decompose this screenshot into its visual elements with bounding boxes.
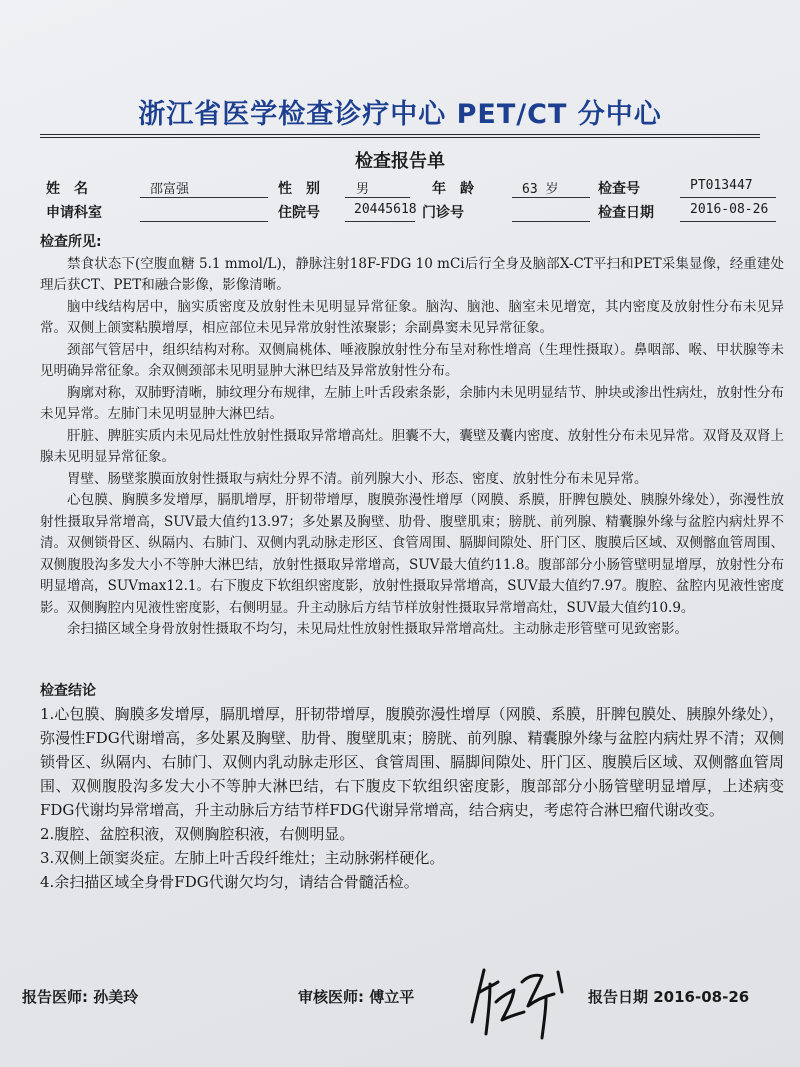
dept-label: 申请科室 (46, 205, 102, 221)
org-title: 浙江省医学检查诊疗中心 PET/CT 分中心 (138, 99, 662, 130)
outpatient-label: 门诊号 (422, 205, 464, 221)
sex-label: 性 别 (278, 181, 320, 197)
report-date-value: 2016-08-26 (653, 988, 750, 1006)
age-underline (512, 197, 590, 198)
age-label: 年 龄 (432, 181, 474, 197)
findings-paragraph: 颈部气管居中，组织结构对称。双侧扁桃体、唾液腺放射性分布呈对称性增高（生理性摄取）。鼻咽部、喉、甲状腺等未见明确异常征象。余双侧颈部未见明显肿大淋巴结及异常放射性分布。 (40, 341, 784, 379)
inpatient-no: 20445618 (354, 202, 417, 217)
patient-name: 邵富强 (150, 182, 190, 197)
conclusion-item: 1.心包膜、胸膜多发增厚，膈肌增厚，肝韧带增厚，腹膜弥漫性增厚（网膜、系膜，肝脾包膜处、胰腺外缘处），弥漫性FDG代谢增高，多处累及胸壁、肋骨、腹壁肌束；膀胱、前列腺、精囊腺外缘与盆腔内病灶界不清；双侧锁骨区、纵隔内、右肺门、双侧内乳动脉走形区、食管周围、膈脚间隙处、肝门区、腹膜后区域、双侧髂血管周围、双侧腹股沟多发大小不等肿大淋巴结，右下腹皮下软组织密度影，腹部部分小肠管壁明显增厚，上述病变FDG代谢均异常增高，升主动脉后方结节样FDG代谢异常增高，结合病史，考虑符合淋巴瘤代谢改变。 (40, 705, 784, 819)
findings-paragraph: 余扫描区域全身骨放射性摄取不均匀，未见局灶性放射性摄取异常增高灶。主动脉走形管壁可见致密影。 (67, 621, 688, 637)
findings-paragraph: 禁食状态下(空腹血糖 5.1 mmol/L)，静脉注射18F-FDG 10 mCi后行全身及脑部X-CT平扫和PET采集显像，经重建处理后获CT、PET和融合影像，影像清晰。 (40, 255, 784, 293)
report-title: 检查报告单 (355, 151, 445, 172)
exam-date-underline (680, 221, 776, 222)
inpatient-label: 住院号 (278, 205, 320, 221)
reviewing-doctor-name: 傅立平 (369, 988, 415, 1006)
sex-underline (345, 197, 410, 198)
conclusion-heading: 检查结论 (40, 683, 96, 699)
exam-no-underline (680, 197, 776, 198)
reviewing-doctor (298, 986, 414, 1007)
conclusion-item: 3.双侧上颌窦炎症。左肺上叶舌段纤维灶；主动脉粥样硬化。 (40, 849, 445, 867)
reporting-doctor-name: 孙美玲 (93, 988, 139, 1006)
conclusion-item: 4.余扫描区域全身骨FDG代谢欠均匀，请结合骨髓活检。 (40, 873, 419, 891)
reporting-doctor (22, 986, 138, 1007)
outpatient-underline (512, 221, 590, 222)
conclusion-item: 2.腹腔、盆腔积液，双侧胸腔积液，右侧明显。 (40, 825, 355, 843)
findings-paragraph: 胸廓对称，双肺野清晰，肺纹理分布规律，左肺上叶舌段索条影，余肺内未见明显结节、肿块或渗出性病灶，放射性分布未见异常。左肺门未见明显肿大淋巴结。 (40, 384, 784, 422)
header-divider (40, 134, 760, 138)
reporting-doctor-label: 报告医师: (22, 988, 88, 1006)
dept-underline (140, 221, 268, 222)
conclusion-section (40, 680, 784, 894)
findings-paragraph: 心包膜、胸膜多发增厚，膈肌增厚，肝韧带增厚，腹膜弥漫性增厚（网膜、系膜，肝脾包膜处、胰腺外缘处），弥漫性放射性摄取异常增高，SUV最大值约13.97；多处累及胸壁、肋骨、腹壁肌束；膀胱、前列腺、精囊腺外缘与盆腔内病灶界不清。双侧锁骨区、纵隔内、右肺门、双侧内乳动脉走形区、食管周围、膈脚间隙处、肝门区、腹膜后区域、双侧髂血管周围、双侧腹股沟多发大小不等肿大淋巴结，放射性摄取异常增高，SUV最大值约11.8。腹部部分小肠管壁明显增厚，放射性分布明显增高，SUVmax12.1。右下腹皮下软组织密度影，放射性摄取异常增高，SUV最大值约7.97。腹腔、盆腔内见液性密度影。双侧胸腔内见液性密度影，右侧明显。升主动脉后方结节样放射性摄取异常增高灶，SUV最大值约10.9。 (40, 492, 784, 616)
findings-paragraph: 脑中线结构居中，脑实质密度及放射性未见明显异常征象。脑沟、脑池、脑室未见增宽，其内密度及放射性分布未见异常。双侧上颌窦粘膜增厚，相应部位未见异常放射性浓聚影；余副鼻窦未见异常征象。 (40, 298, 784, 336)
findings-heading: 检查所见: (40, 234, 102, 250)
patient-info-row-1 (0, 178, 800, 200)
exam-date-label: 检查日期 (598, 205, 654, 221)
reviewing-doctor-label: 审核医师: (298, 988, 364, 1006)
report-date-label: 报告日期 (588, 988, 649, 1006)
patient-age: 63 岁 (522, 182, 559, 197)
patient-sex: 男 (356, 182, 370, 197)
report-date (588, 986, 749, 1007)
findings-paragraph: 肝脏、脾脏实质内未见局灶性放射性摄取异常增高灶。胆囊不大，囊壁及囊内密度、放射性分布未见异常。双肾及双肾上腺未见明显异常征象。 (40, 427, 784, 465)
patient-info-row-2 (0, 202, 800, 224)
handwritten-signature (462, 962, 582, 1042)
name-underline (140, 197, 268, 198)
inpatient-underline (345, 221, 415, 222)
name-label: 姓 名 (46, 181, 88, 197)
exam-no: PT013447 (690, 178, 753, 193)
findings-section (40, 232, 784, 641)
exam-date: 2016-08-26 (690, 202, 769, 217)
exam-no-label: 检查号 (598, 181, 640, 197)
findings-paragraph: 胃壁、肠壁浆膜面放射性摄取与病灶分界不清。前列腺大小、形态、密度、放射性分布未见异常。 (67, 470, 648, 487)
